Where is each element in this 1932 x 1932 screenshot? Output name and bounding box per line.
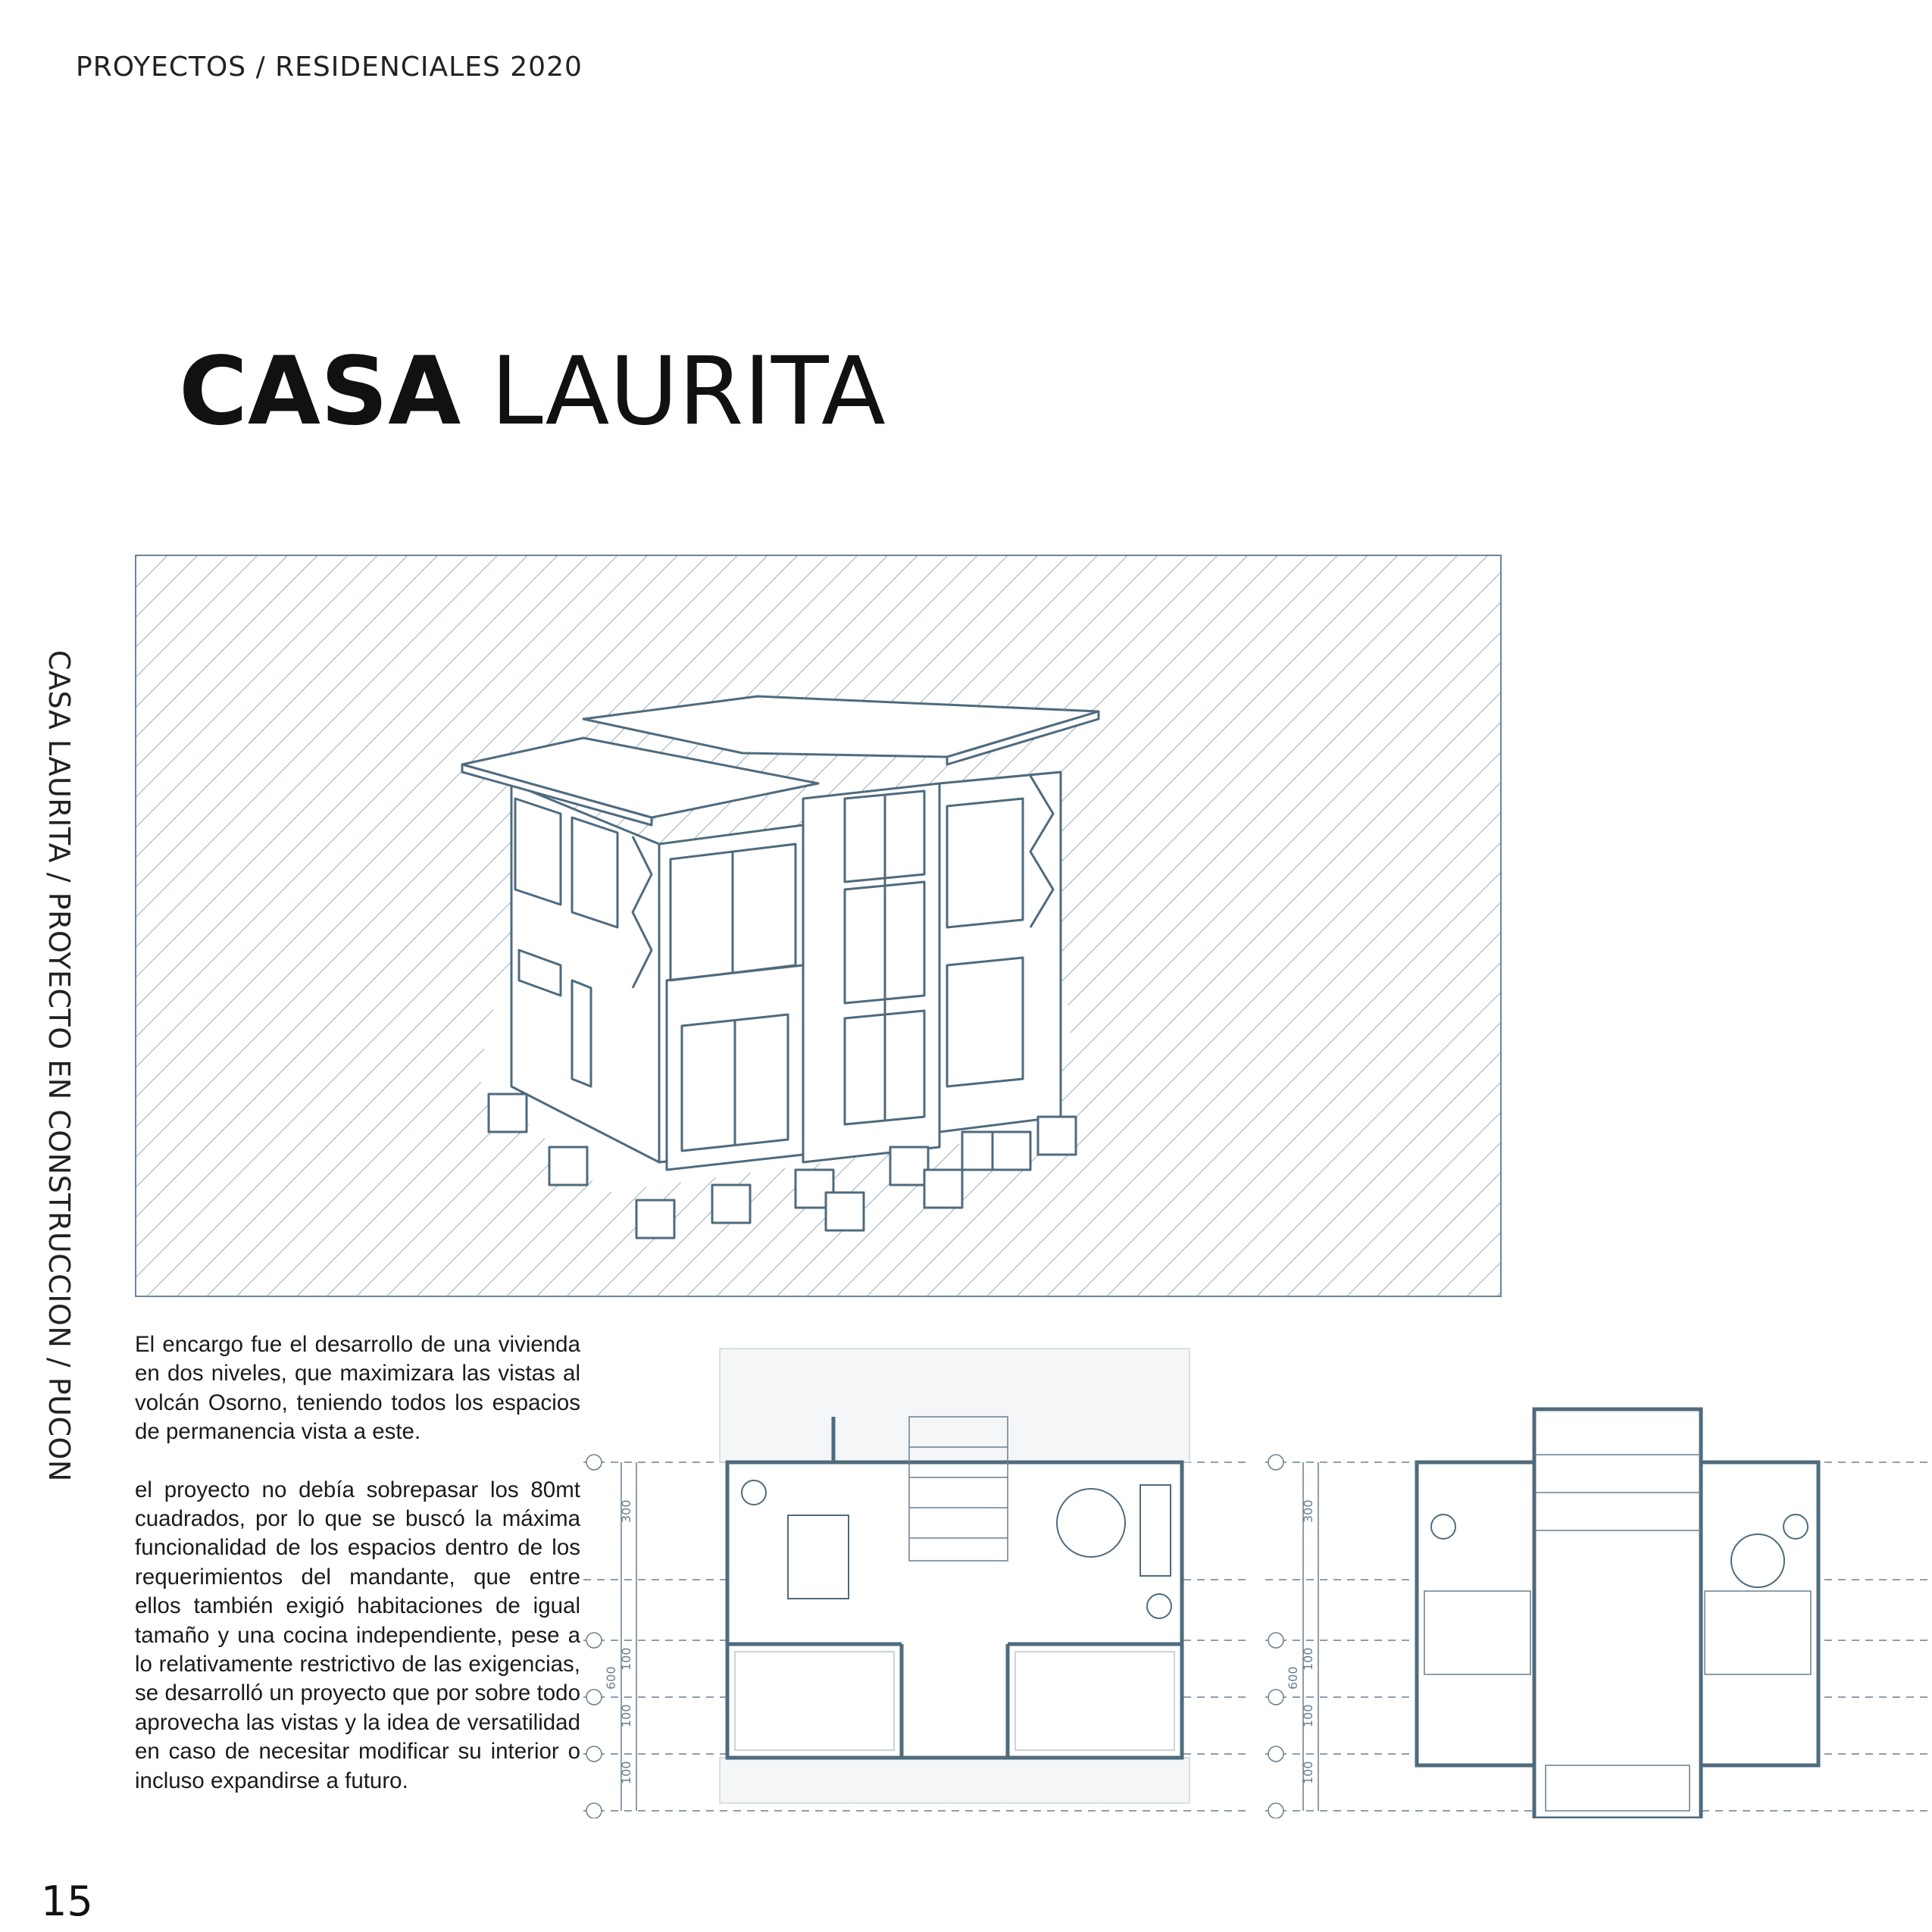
dim-100-c: 100	[619, 1761, 633, 1784]
isometric-drawing	[135, 555, 1502, 1297]
description-paragraph-2: el proyecto no debía sobrepasar los 80mt cuadrados, por lo que se buscó la máxima funcionalidad de los espacios dentro de los requerimientos del mandante, que entre ellos también exigió habitaciones de igual tamaño y una cocina independiente, pese a lo relativamente restrictivo de las exigencias, se desarrolló un proyecto que por sobre todo aprovecha las vistas y la idea de versatilidad en caso de necesitar modificar su interior o incluso expandirse a futuro.	[135, 1477, 580, 1793]
title-bold: CASA	[179, 337, 461, 446]
dim-600-upper: 600	[1286, 1666, 1300, 1690]
house-isometric	[462, 696, 1099, 1238]
dim-100-b-upper: 100	[1301, 1704, 1315, 1727]
section-header: PROYECTOS / RESIDENCIALES 2020	[76, 52, 583, 83]
upper-floor-svg	[1265, 1333, 1932, 1818]
isometric-svg	[136, 556, 1502, 1297]
dim-100-a-upper: 100	[1301, 1647, 1315, 1671]
dim-100-c-upper: 100	[1301, 1761, 1315, 1784]
title-light: LAURITA	[490, 337, 886, 446]
dim-300: 300	[619, 1499, 633, 1523]
ground-floor-plan	[583, 1333, 1250, 1818]
page-title	[179, 337, 886, 446]
page-number: 15	[41, 1877, 93, 1925]
description-paragraph-1: El encargo fue el desarrollo de una vivienda en dos niveles, que maximizara las vistas al volcán Osorno, teniendo todos los espacios de permanencia vista a este.	[135, 1332, 580, 1445]
dim-300-upper: 300	[1301, 1499, 1315, 1523]
ground-floor-svg	[583, 1333, 1250, 1818]
dim-100-a: 100	[619, 1647, 633, 1671]
side-label: CASA LAURITA / PROYECTO EN CONSTRUCCION / PUCON	[42, 650, 76, 1482]
upper-floor-plan	[1265, 1333, 1932, 1818]
dim-100-b: 100	[619, 1704, 633, 1727]
dim-600: 600	[604, 1666, 618, 1690]
project-description	[135, 1330, 580, 1824]
